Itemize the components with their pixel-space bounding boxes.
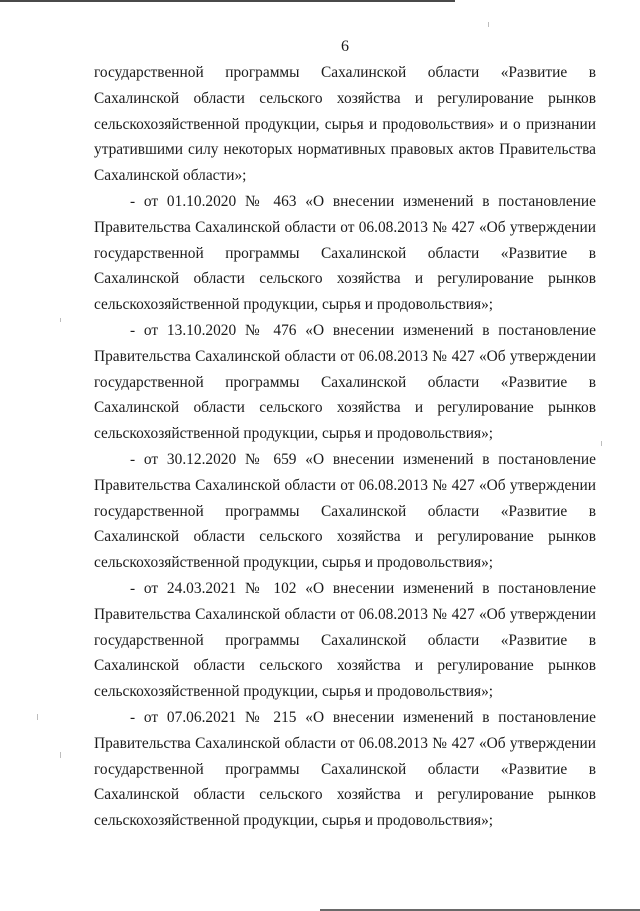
list-item-resolution-476: - от 13.10.2020 № 476 «О внесении изменений в постановление Правительства Сахалинской области от 06.08.2013 № 427 «Об утверждении государственной программы Сахалинской области «Развитие в Сахалинской области сельского хозяйства и регулирование рынков сельскохозяйственной продукции, сырья и продовольствия»; bbox=[94, 321, 596, 443]
page-number: 6 bbox=[341, 38, 349, 55]
list-item-resolution-215: - от 07.06.2021 № 215 «О внесении изменений в постановление Правительства Сахалинской области от 06.08.2013 № 427 «Об утверждении государственной программы Сахалинской области «Развитие в Сахалинской области сельского хозяйства и регулирование рынков сельскохозяйственной продукции, сырья и продовольствия»; bbox=[94, 708, 596, 830]
scan-speck bbox=[488, 22, 489, 27]
scan-edge-line-top bbox=[0, 0, 455, 2]
list-item-resolution-463: - от 01.10.2020 № 463 «О внесении изменений в постановление Правительства Сахалинской области от 06.08.2013 № 427 «Об утверждении государственной программы Сахалинской области «Развитие в Сахалинской области сельского хозяйства и регулирование рынков сельскохозяйственной продукции, сырья и продовольствия»; bbox=[94, 192, 596, 314]
list-item-resolution-102: - от 24.03.2021 № 102 «О внесении изменений в постановление Правительства Сахалинской области от 06.08.2013 № 427 «Об утверждении государственной программы Сахалинской области «Развитие в Сахалинской области сельского хозяйства и регулирование рынков сельскохозяйственной продукции, сырья и продовольствия»; bbox=[94, 579, 596, 701]
scan-speck bbox=[37, 714, 38, 720]
paragraph-continuation: государственной программы Сахалинской области «Развитие в Сахалинской области сельского хозяйства и регулирование рынков сельскохозяйственной продукции, сырья и продовольствия» и о признании утратившими силу некоторых нормативных правовых актов Правительства Сахалинской области»; bbox=[94, 64, 596, 185]
document-body bbox=[94, 60, 596, 834]
scan-speck bbox=[60, 752, 61, 758]
list-item-resolution-659: - от 30.12.2020 № 659 «О внесении изменений в постановление Правительства Сахалинской области от 06.08.2013 № 427 «Об утверждении государственной программы Сахалинской области «Развитие в Сахалинской области сельского хозяйства и регулирование рынков сельскохозяйственной продукции, сырья и продовольствия»; bbox=[94, 450, 596, 572]
scan-speck bbox=[60, 318, 61, 322]
scan-speck bbox=[601, 441, 602, 446]
